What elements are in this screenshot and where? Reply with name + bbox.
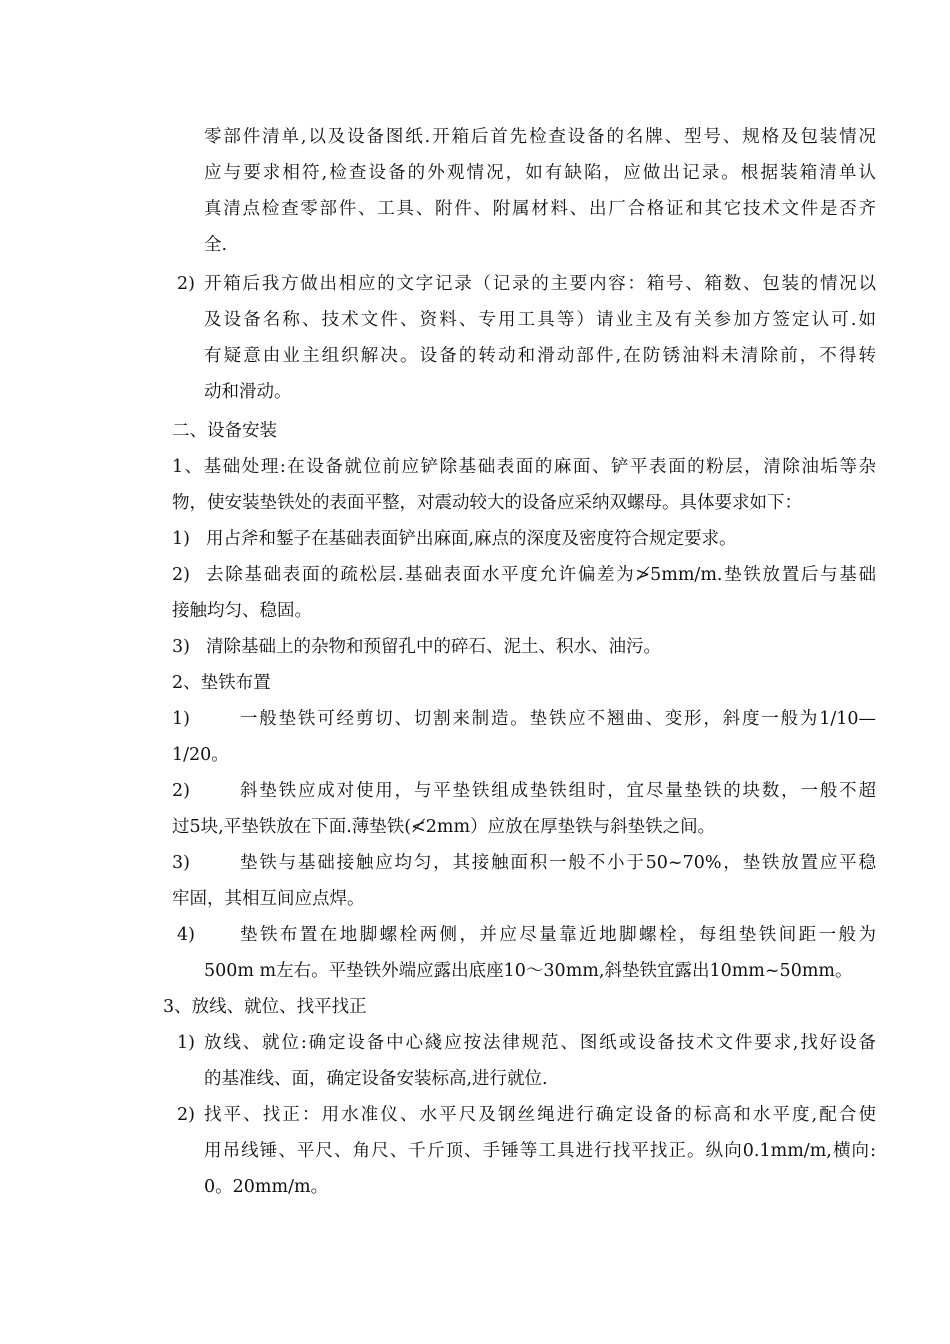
setout-item-1-line-2: 的基准线、面，确定设备安装标高,进行就位.	[204, 1069, 548, 1089]
setout-item-2-line-3: 0。20mm/m。	[204, 1177, 329, 1197]
foundation-item-2-line-1: 去除基础表面的疏松层.基础表面水平度允许偏差为≯5mm/m.垫铁放置后与基础	[206, 565, 876, 585]
list-number: 4)	[177, 925, 195, 945]
shim-item-2-line-2: 过5块,平垫铁放在下面.薄垫铁(≮2mm）应放在厚垫铁与斜垫铁之间。	[172, 817, 716, 837]
foundation-item-2-line-2: 接触均匀、稳固。	[172, 601, 312, 621]
shim-item-4-line-2: 500m m左右。平垫铁外端应露出底座10～30mm,斜垫铁宜露出10mm~50mm。	[204, 961, 853, 981]
foundation-item-1: 用占斧和錾子在基础表面铲出麻面,麻点的深度及密度符合规定要求。	[206, 529, 737, 549]
list-number: 2)	[172, 781, 190, 801]
foundation-item-3: 清除基础上的杂物和预留孔中的碎石、泥土、积水、油污。	[206, 637, 661, 657]
shim-item-3-line-1: 垫铁与基础接触应均匀，其接触面积一般不小于50~70%，垫铁放置应平稳	[240, 853, 876, 873]
list-number: 2)	[177, 274, 195, 294]
subsection-heading: 3、放线、就位、找平找正	[163, 997, 367, 1017]
list-number: 2)	[172, 565, 190, 585]
intro-line-3: 真清点检查零部件、工具、附件、附属材料、出厂合格证和其它技术文件是否齐	[204, 199, 876, 219]
intro-line-2: 应与要求相符,检查设备的外观情况，如有缺陷，应做出记录。根据装箱清单认	[204, 163, 876, 183]
setout-item-1-line-1: 放线、就位:确定设备中心綫应按法律规范、图纸或设备技术文件要求,找好设备	[204, 1033, 876, 1053]
list-number: 2)	[177, 1105, 195, 1125]
setout-item-2-line-2: 用吊线锤、平尺、角尺、千斤顶、手锤等工具进行找平找正。纵向0.1mm/m,横向:	[204, 1141, 876, 1161]
intro-line-1: 零部件清单,以及设备图纸.开箱后首先检查设备的名牌、型号、规格及包装情况	[204, 127, 876, 147]
foundation-line-1: 1、基础处理:在设备就位前应铲除基础表面的麻面、铲平表面的粉层，清除油垢等杂	[172, 457, 876, 477]
shim-item-1-line-2: 1/20。	[172, 745, 229, 765]
subsection-heading: 2、垫铁布置	[172, 673, 271, 693]
open-record-line-2: 及设备名称、技术文件、资料、专用工具等）请业主及有关参加方签定认可.如	[204, 310, 876, 330]
shim-item-2-line-1: 斜垫铁应成对使用，与平垫铁组成垫铁组时，宜尽量垫铁的块数，一般不超	[240, 781, 876, 801]
open-record-line-1: 开箱后我方做出相应的文字记录（记录的主要内容：箱号、箱数、包装的情况以	[204, 274, 876, 294]
open-record-line-4: 动和滑动。	[204, 382, 292, 402]
setout-item-2-line-1: 找平、找正：用水准仪、水平尺及钢丝绳进行确定设备的标高和水平度,配合使	[204, 1105, 876, 1125]
shim-item-4-line-1: 垫铁布置在地脚螺栓两侧，并应尽量靠近地脚螺栓，每组垫铁间距一般为	[240, 925, 876, 945]
intro-line-4: 全.	[204, 235, 228, 255]
list-number: 3)	[172, 853, 190, 873]
list-number: 1)	[172, 709, 190, 729]
open-record-line-3: 有疑意由业主组织解决。设备的转动和滑动部件,在防锈油料未清除前，不得转	[204, 346, 876, 366]
list-number: 3)	[172, 637, 190, 657]
list-number: 1)	[172, 529, 190, 549]
shim-item-1-line-1: 一般垫铁可经剪切、切割来制造。垫铁应不翘曲、变形，斜度一般为1/10—	[240, 709, 876, 729]
shim-item-3-line-2: 牢固，其相互间应点焊。	[172, 889, 365, 909]
list-number: 1)	[177, 1033, 195, 1053]
foundation-line-2: 物，使安装垫铁处的表面平整，对震动较大的设备应采纳双螺母。具体要求如下：	[172, 493, 802, 513]
section-heading: 二、设备安装	[172, 421, 277, 441]
